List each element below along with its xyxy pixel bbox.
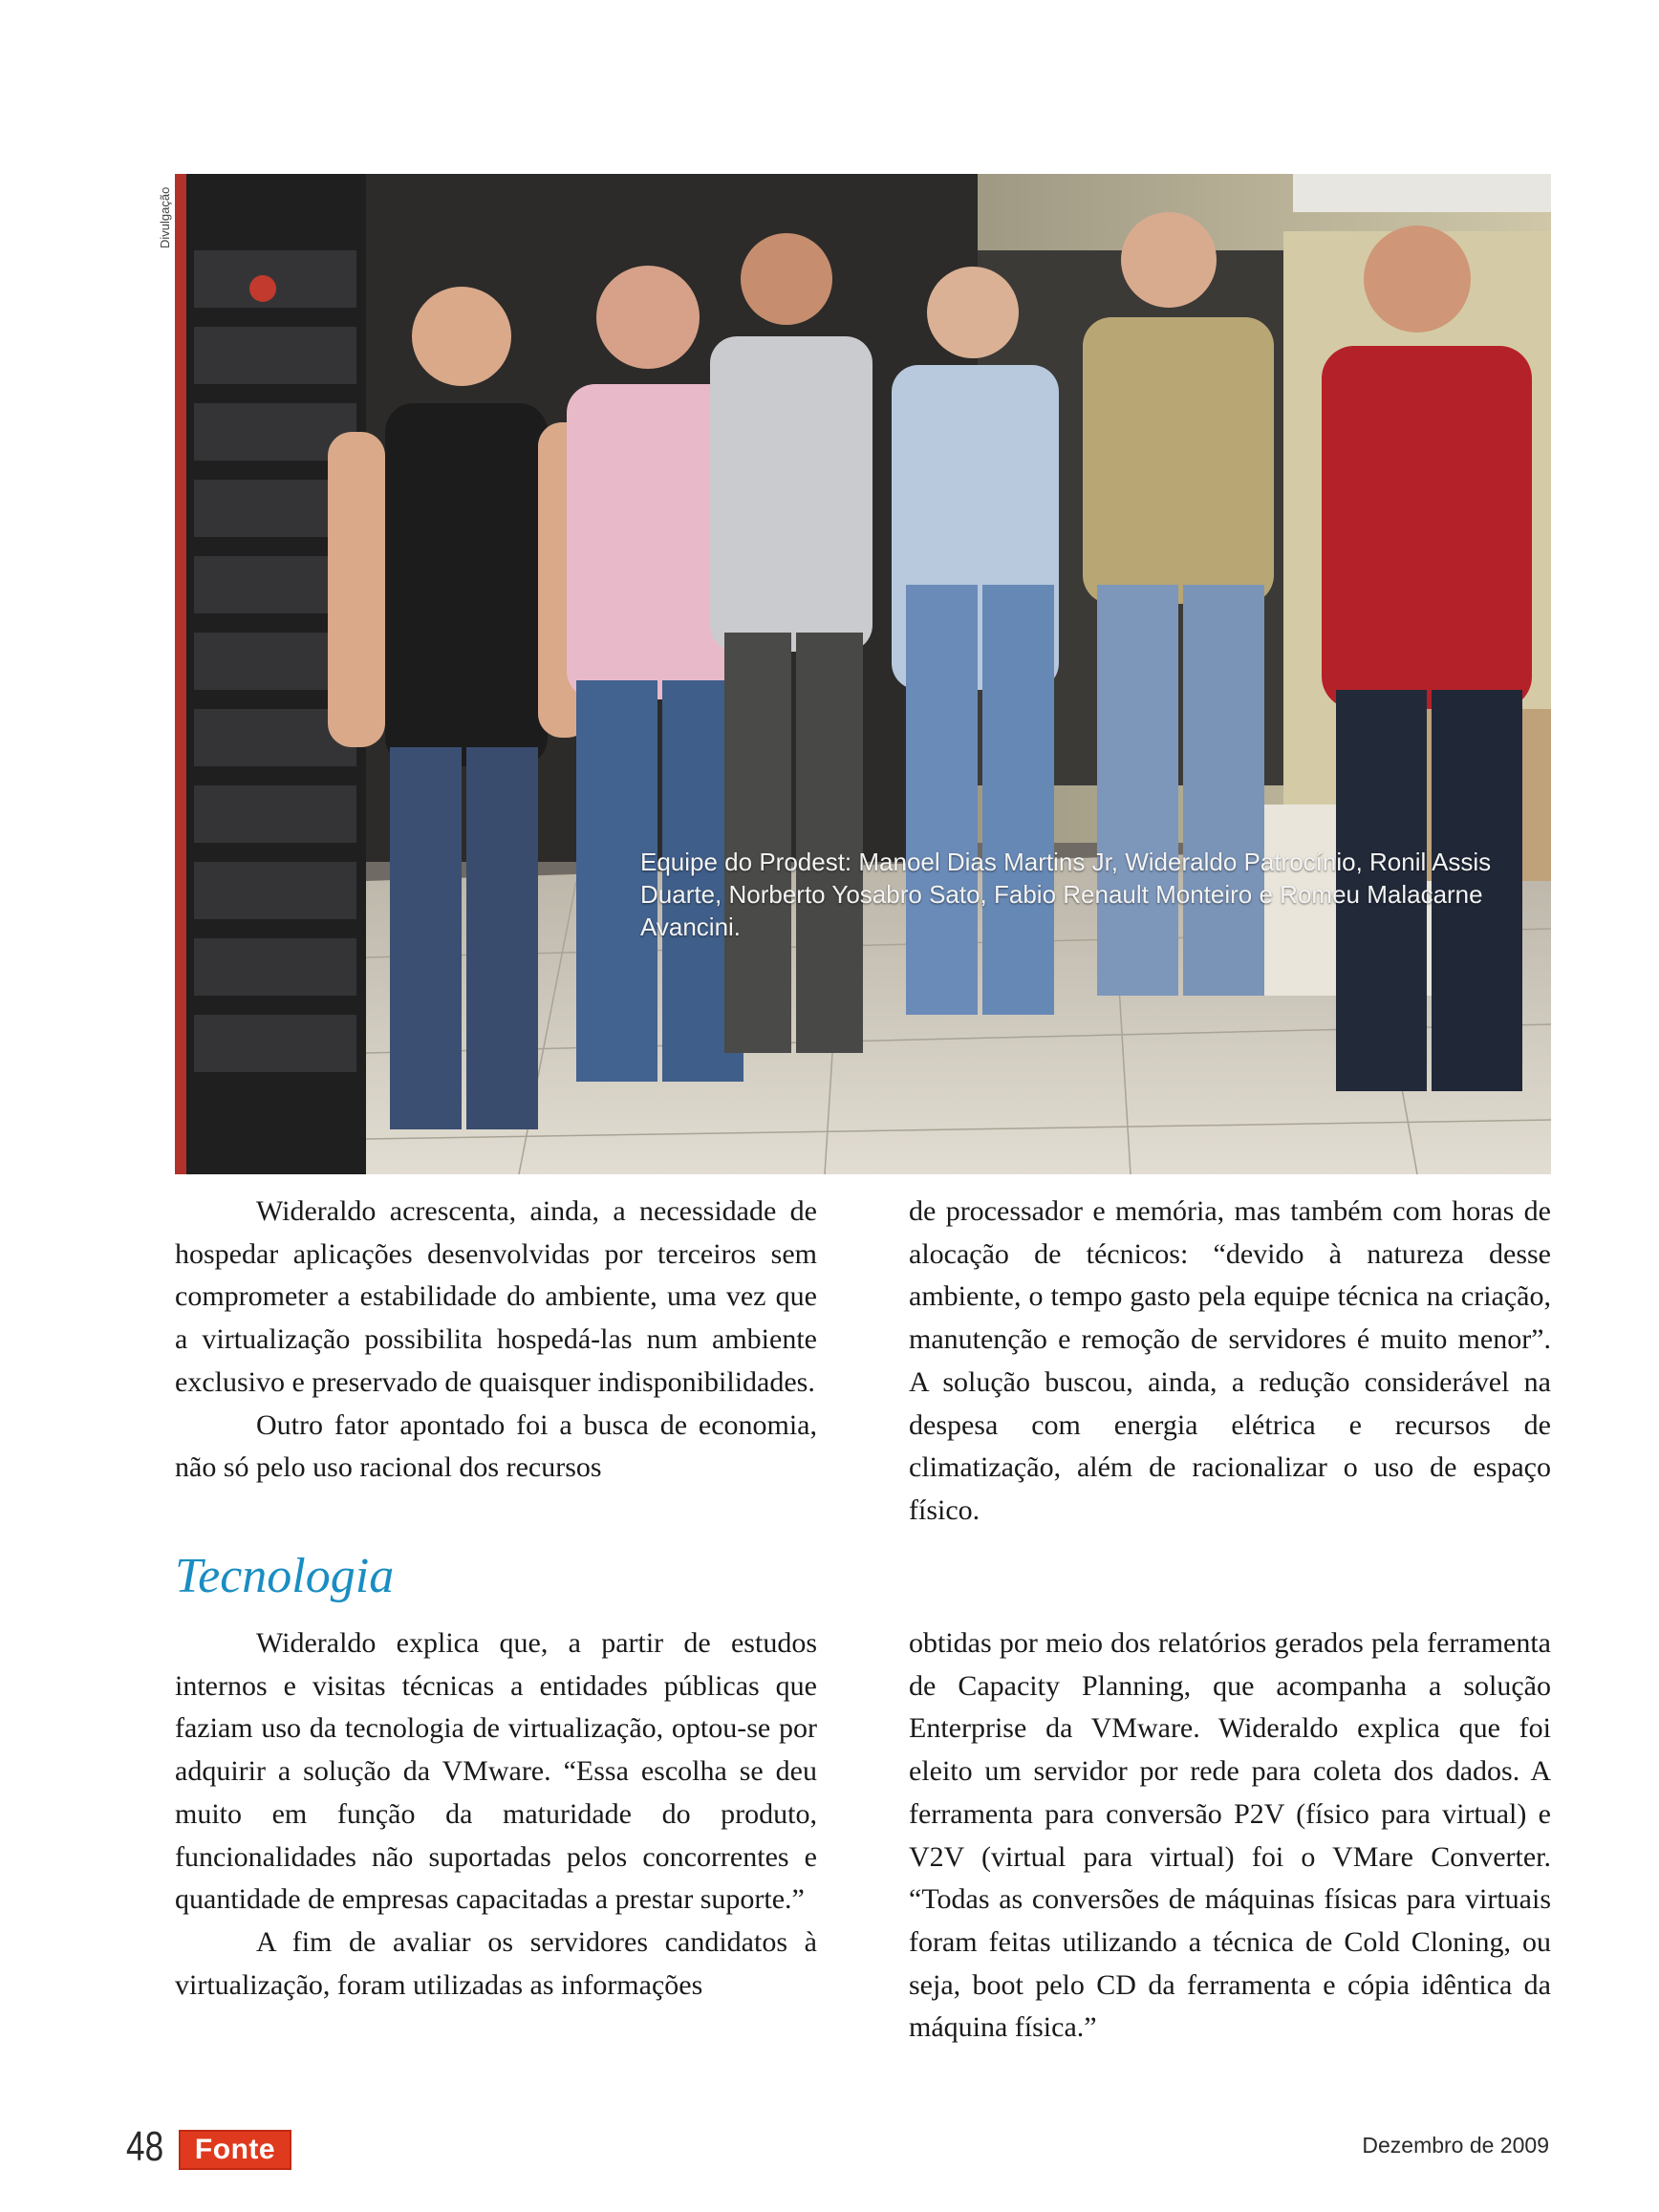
issue-date: Dezembro de 2009 [1362, 2133, 1549, 2158]
paragraph: Outro fator apontado foi a busca de economia, não só pelo uso racional dos recursos [175, 1408, 817, 1484]
section2-right-column [909, 1622, 1551, 2050]
paragraph: de processador e memória, mas também com horas de alocação de técnicos: “devido à natureza desse ambiente, o tempo gasto pela equipe técnica na criação, manutenção e remoção de servidores é muito menor”. A solução buscou, ainda, a redução considerável na despesa com energia elétrica e recursos de climatização, além de racionalizar o uso de espaço físico. [909, 1195, 1551, 1526]
photo-caption: Equipe do Prodest: Manoel Dias Martins Jr, Wideraldo Patrocínio, Ronil Assis Duarte, Norberto Yosabro Sato, Fabio Renault Monteiro e Romeu Malacarne Avancini. [640, 848, 1492, 941]
paragraph: Wideraldo explica que, a partir de estudos internos e visitas técnicas a entidades públicas que faziam uso da tecnologia de virtualização, optou-se por adquirir a solução da VMware. “Essa escolha se deu muito em função da maturidade do produto, funcionalidades não suportadas pelos concorrentes e quantidade de empresas capacitadas a prestar suporte.” [175, 1627, 817, 1916]
magazine-logo: Fonte [179, 2130, 291, 2170]
section2-left-column [175, 1622, 817, 2007]
section-heading: Tecnologia [175, 1549, 395, 1603]
paragraph: A fim de avaliar os servidores candidatos à virtualização, foram utilizadas as informações [175, 1925, 817, 2001]
photo-credit: Divulgação [158, 186, 172, 248]
team-photo [175, 174, 1551, 1174]
section1-right-column [909, 1191, 1551, 1533]
paragraph: obtidas por meio dos relatórios gerados pela ferramenta de Capacity Planning, que acompanha a solução Enterprise da VMware. Wideraldo explica que foi eleito um servidor por rede para coleta dos dados. A ferramenta para conversão P2V (físico para virtual) e V2V (virtual para virtual) foi o VMare Converter. “Todas as conversões de máquinas físicas para virtuais foram feitas utilizando a técnica de Cold Cloning, ou seja, boot pelo CD da ferramenta e cópia idêntica da máquina física.” [909, 1627, 1551, 2044]
team-photo-illustration [175, 174, 1551, 1174]
section1-left-column [175, 1191, 817, 1490]
page-number: 48 [126, 2123, 164, 2170]
paragraph: Wideraldo acrescenta, ainda, a necessidade de hospedar aplicações desenvolvidas por terceiros sem comprometer a estabilidade do ambiente, uma vez que a virtualização possibilita hospedá-las num ambiente exclusivo e preservado de quaisquer indisponibilidades. [175, 1195, 817, 1398]
